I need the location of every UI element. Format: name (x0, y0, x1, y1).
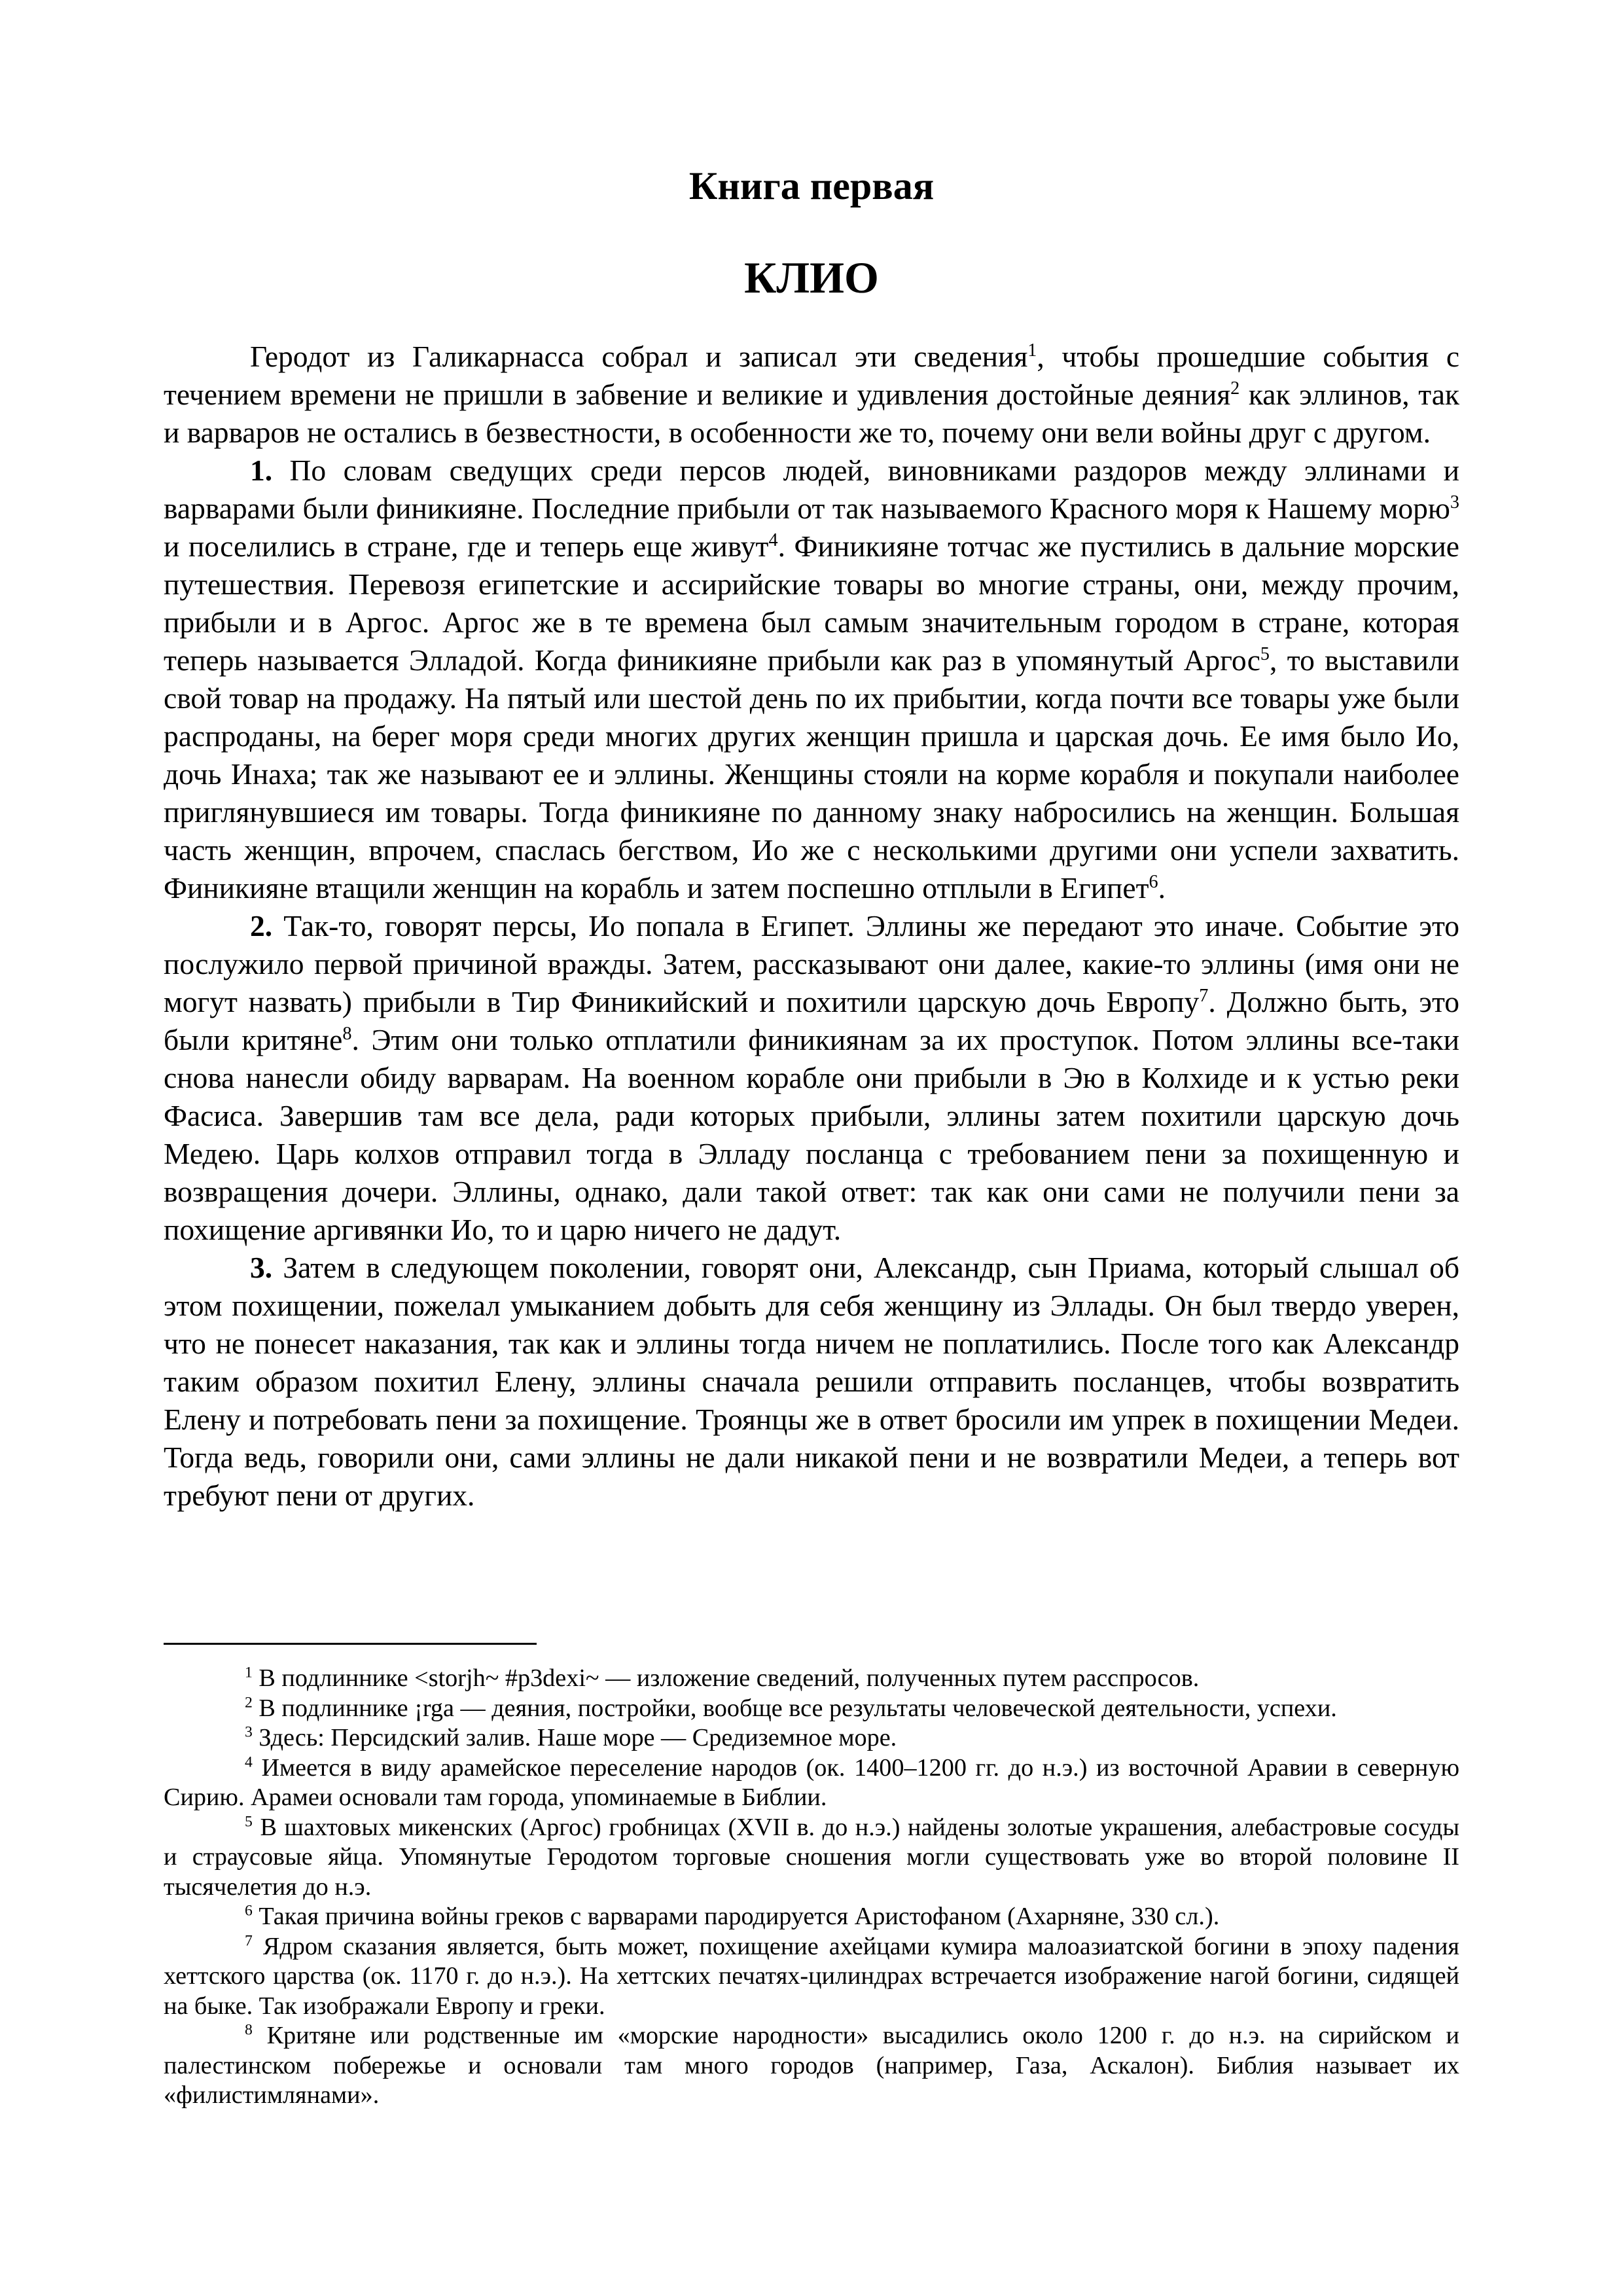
footnote-number: 6 (245, 1902, 253, 1920)
footnote: $^2$ В подлиннике ¡rga — деяния, постройки, вообще все результаты человеческой деятельности, успехи. (245, 1693, 1337, 1722)
section-number: 1. (250, 454, 273, 487)
footnotes (164, 1664, 1459, 2111)
footnote-separator (164, 1643, 537, 1645)
footnote-ref-1: 1 (1027, 340, 1037, 361)
footnote: $^7$ Ядром сказания является, быть может, похищение ахейцами кумира малоазиатской богини в эпоху падения хеттского царства (ок. 1170 г. до н.э.). На хеттских печатях-цилиндрах встречается изображение нагой богини, сидящей на быке. Так изображали Европу и греки. (164, 1931, 1459, 2020)
footnote-number: 2 (245, 1693, 253, 1711)
footnote-number: 5 (245, 1812, 253, 1830)
footnote: $^4$ Имеется в виду арамейское переселение народов (ок. 1400–1200 гг. до н.э.) из восточной Аравии в северную Сирию. Арамеи основали там города, упоминаемые в Библии. (164, 1753, 1459, 1811)
intro-paragraph: Геродот из Галикарнасса собрал и записал эти сведения$^1$, чтобы прошедшие события с течением времени не пришли в забвение и великие и удивления достойные деяния$^2$ как эллинов, так и варваров не остались в безвестности, в особенности же то, почему они вели войны друг с другом. (164, 340, 1460, 449)
section-3-paragraph: 3. Затем в следующем поколении, говорят они, Александр, сын Приама, который слышал об этом похищении, пожелал умыканием добыть для себя женщину из Эллады. Он был твердо уверен, что не понесет наказания, так как и эллины тогда ничем не поплатились. После того как Александр таким образом похитил Елену, эллины сначала решили отправить посланцев, чтобы возвратить Елену и потребовать пени за похищение. Троянцы же в ответ бросили им упрек в похищении Медеи. Тогда ведь, говорили они, сами эллины не дали никакой пени и не возвратили Медеи, а теперь вот требуют пени от других. (164, 1251, 1459, 1512)
section-number: 2. (250, 909, 273, 942)
footnote-ref-3: 3 (1450, 492, 1459, 512)
footnote: $^3$ Здесь: Персидский залив. Наше море — Средиземное море. (245, 1723, 897, 1751)
footnote-ref-7: 7 (1199, 985, 1209, 1006)
footnote: $^1$ В подлиннике <storjh~ #p3dexi~ — изложение сведений, полученных путем расспросов. (245, 1664, 1200, 1692)
footnote-number: 1 (245, 1664, 253, 1681)
footnote-ref-5: 5 (1260, 643, 1270, 664)
section-number: 3. (250, 1251, 273, 1284)
main-text (164, 338, 1459, 1515)
section-2-paragraph: 2. Так-то, говорят персы, Ио попала в Египет. Эллины же передают это иначе. Событие это послужило первой причиной вражды. Затем, рассказывают они далее, какие-то эллины (имя они не могут назвать) прибыли в Тир Финикийский и похитили царскую дочь Европу$^7$. Должно быть, это были критяне$^8$. Этим они только отплатили финикиянам за их проступок. Потом эллины все-таки снова нанесли обиду варварам. На военном корабле они прибыли в Эю в Колхиде и к устью реки Фасиса. Завершив там все дела, ради которых прибыли, эллины затем похитили царскую дочь Медею. Царь колхов отправил тогда в Элладу посланца с требованием пени за похищенную и возвращения дочери. Эллины, однако, дали такой ответ: так как они сами не получили пени за похищение аргивянки Ио, то и царю ничего не дадут. (164, 909, 1459, 1246)
footnote: $^5$ В шахтовых микенских (Аргос) гробницах (XVII в. до н.э.) найдены золотые украшения, алебастровые сосуды и страусовые яйца. Упомянутые Геродотом торговые сношения могли существовать уже во второй половине II тысячелетия до н.э. (164, 1812, 1459, 1901)
footnote-ref-6: 6 (1149, 871, 1158, 892)
footnote: $^8$ Критяне или родственные им «морские народности» высадились около 1200 г. до н.э. на сирийском и палестинском побережье и основали там много городов (например, Газа, Аскалон). Библия называет их «филистимлянами». (164, 2021, 1459, 2109)
book-title: Книга первая (688, 164, 935, 207)
section-1-paragraph: 1. По словам сведущих среди персов людей, виновниками раздоров между эллинами и варварами были финикияне. Последние прибыли от так называемого Красного моря к Нашему морю$^3$ и поселились в стране, где и теперь еще живут$^4$. Финикияне тотчас же пустились в дальние морские путешествия. Перевозя египетские и ассирийские товары во многие страны, они, между прочим, прибыли и в Аргос. Аргос же в те времена был самым значительным городом в стране, которая теперь называется Элладой. Когда финикияне прибыли как раз в упомянутый Аргос$^5$, то выставили свой товар на продажу. На пятый или шестой день по их прибытии, когда почти все товары уже были распроданы, на берег моря среди многих других женщин пришла и царская дочь. Ее имя было Ио, дочь Инаха; так же называют ее и эллины. Женщины стояли на корме корабля и покупали наиболее приглянувшиеся им товары. Тогда финикияне по данному знаку набросились на женщин. Большая часть женщин, впрочем, спаслась бегством, Ио же с несколькими другими они успели захватить. Финикияне втащили женщин на корабль и затем поспешно отплыли в Египет$^6$. (164, 454, 1460, 905)
footnote-number: 8 (245, 2021, 253, 2039)
footnote-ref-2: 2 (1230, 378, 1240, 399)
footnote-number: 4 (245, 1753, 253, 1770)
footnote-ref-8: 8 (342, 1023, 352, 1044)
footnote: $^6$ Такая причина войны греков с варварами пародируется Аристофаном (Ахарняне, 330 сл.). (245, 1902, 1220, 1930)
footnote-number: 3 (245, 1723, 253, 1741)
footnote-number: 7 (245, 1931, 253, 1949)
footnote-ref-4: 4 (768, 529, 778, 550)
chapter-title: КЛИО (744, 253, 879, 302)
